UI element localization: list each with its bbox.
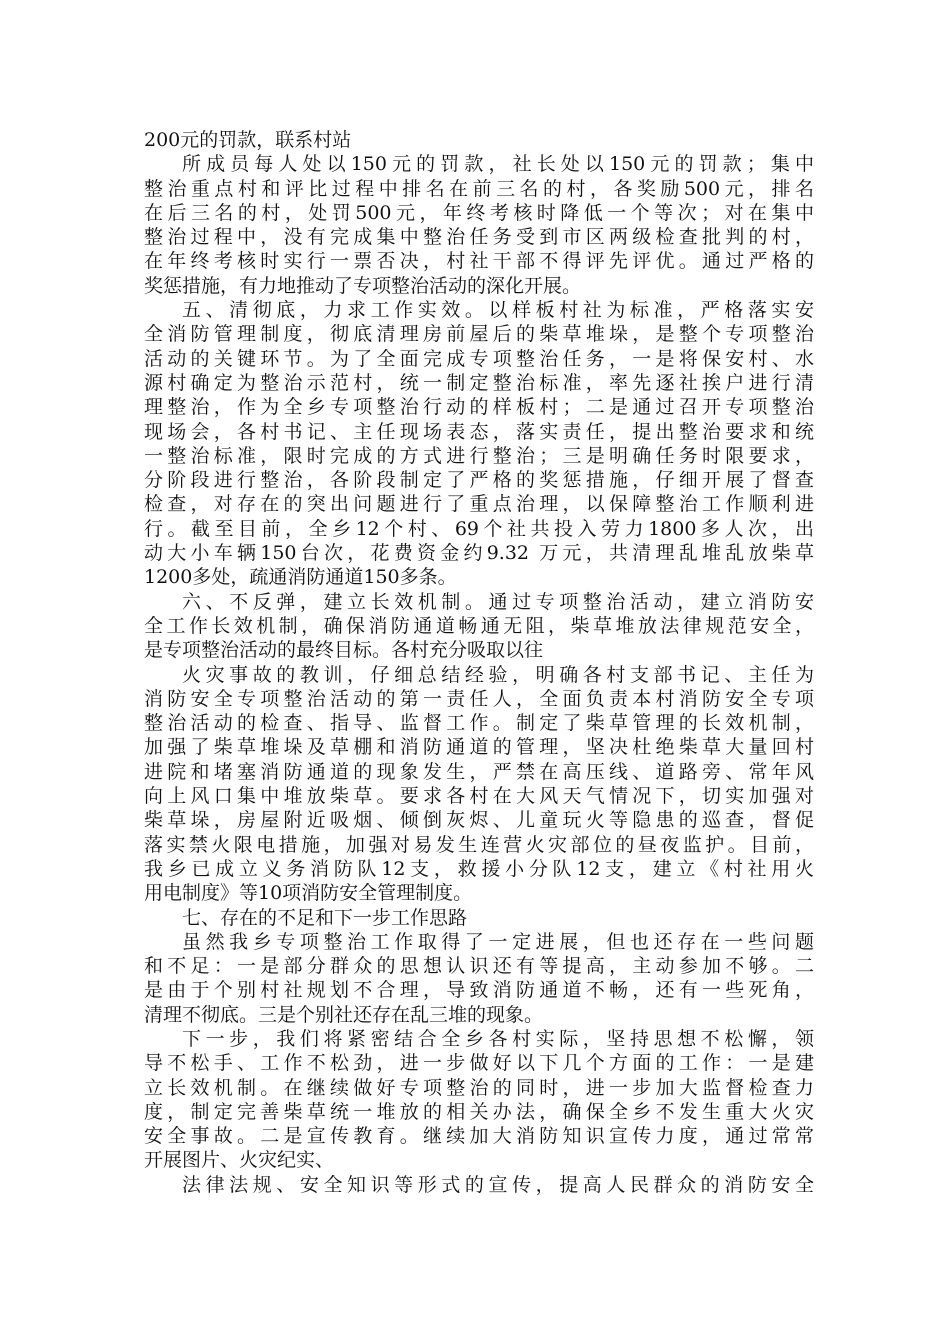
text-line: 加强了柴草堆垛及草棚和消防通道的管理，坚决杜绝柴草大量回村: [144, 736, 814, 759]
text-line: 五、清彻底，力求工作实效。以样板村社为标准，严格落实安: [182, 299, 814, 322]
text-line: 现场会，各村书记、主任现场表态，落实责任，提出整治要求和统: [144, 420, 814, 443]
text-line: 是专项整治活动的最终目标。各村充分吸取以往: [144, 639, 544, 662]
text-line: 活动的关键环节。为了全面完成专项整治任务，一是将保安村、水: [144, 347, 814, 370]
text-line: 分阶段进行整治，各阶段制定了严格的奖惩措施，仔细开展了督查: [144, 469, 814, 492]
text-line: 七、存在的不足和下一步工作思路: [182, 906, 468, 929]
text-line: 导不松手、工作不松劲，进一步做好以下几个方面的工作：一是建: [144, 1052, 814, 1075]
text-line: 清理不彻底。三是个别社还存在乱三堆的现象。: [144, 1003, 544, 1026]
text-line: 行。截至目前，全乡12个村、69个社共投入劳力1800多人次，出: [144, 517, 814, 540]
text-line: 虽然我乡专项整治工作取得了一定进展，但也还存在一些问题: [182, 930, 814, 953]
text-line: 所成员每人处以150元的罚款，社长处以150元的罚款；集中: [182, 153, 814, 176]
text-line: 奖惩措施，有力地推动了专项整治活动的深化开展。: [144, 274, 582, 297]
text-line: 200元的罚款，联系村站: [144, 129, 352, 151]
text-line: 整治活动的检查、指导、监督工作。制定了柴草管理的长效机制，: [144, 712, 814, 735]
text-line: 消防安全专项整治活动的第一责任人，全面负责本村消防安全专项: [144, 687, 814, 710]
text-line: 动大小车辆150台次，花费资金约9.32 万元，共清理乱堆乱放柴草: [144, 542, 814, 565]
text-line: 我乡已成立义务消防队12支，救援小分队12支，建立《村社用火: [144, 857, 814, 880]
text-line: 安全事故。二是宣传教育。继续加大消防知识宣传力度，通过常常: [144, 1125, 814, 1148]
text-line: 向上风口集中堆放柴草。要求各村在大风天气情况下，切实加强对: [144, 785, 814, 808]
text-line: 理整治，作为全乡专项整治行动的样板村；二是通过召开专项整治: [144, 396, 814, 419]
document-body: [144, 128, 814, 1197]
text-line: 整治过程中，没有完成集中整治任务受到市区两级检查批判的村，: [144, 226, 814, 249]
text-line: 源村确定为整治示范村，统一制定整治标准，率先逐社挨户进行清: [144, 371, 814, 394]
text-line: 全工作长效机制，确保消防通道畅通无阻，柴草堆放法律规范安全，: [144, 614, 814, 637]
text-line: 柴草垛，房屋附近吸烟、倾倒灰烬、儿童玩火等隐患的巡查，督促: [144, 809, 814, 832]
text-line: 度，制定完善柴草统一堆放的相关办法，确保全乡不发生重大火灾: [144, 1100, 814, 1123]
text-line: 用电制度》等10项消防安全管理制度。: [144, 882, 473, 905]
text-line: 落实禁火限电措施，加强对易发生连营火灾部位的昼夜监护。目前，: [144, 833, 814, 856]
text-line: 立长效机制。在继续做好专项整治的同时，进一步加大监督检查力: [144, 1076, 814, 1099]
text-line: 是由于个别村社规划不合理，导致消防通道不畅，还有一些死角，: [144, 979, 814, 1002]
text-line: 检查，对存在的突出问题进行了重点治理，以保障整治工作顺利进: [144, 493, 814, 516]
text-line: 和不足：一是部分群众的思想认识还有等提高，主动参加不够。二: [144, 955, 814, 978]
text-line: 下一步，我们将紧密结合全乡各村实际，坚持思想不松懈，领: [182, 1027, 814, 1050]
text-line: 全消防管理制度，彻底清理房前屋后的柴草堆垛，是整个专项整治: [144, 323, 814, 346]
text-line: 法律法规、安全知识等形式的宣传，提高人民群众的消防安全: [182, 1173, 814, 1196]
text-line: 一整治标准，限时完成的方式进行整治；三是明确任务时限要求，: [144, 444, 814, 467]
text-line: 火灾事故的教训，仔细总结经验，明确各村支部书记、主任为: [182, 663, 814, 686]
text-line: 在年终考核时实行一票否决，村社干部不得评先评优。通过严格的: [144, 250, 814, 273]
text-line: 在后三名的村，处罚500元，年终考核时降低一个等次；对在集中: [144, 201, 814, 224]
text-line: 整治重点村和评比过程中排名在前三名的村，各奖励500元，排名: [144, 177, 814, 200]
text-line: 1200多处，疏通消防通道150多条。: [144, 566, 457, 589]
text-line: 六、不反弹，建立长效机制。通过专项整治活动，建立消防安: [182, 590, 814, 613]
text-line: 开展图片、火灾纪实、: [144, 1149, 335, 1172]
text-line: 进院和堵塞消防通道的现象发生，严禁在高压线、道路旁、常年风: [144, 760, 814, 783]
